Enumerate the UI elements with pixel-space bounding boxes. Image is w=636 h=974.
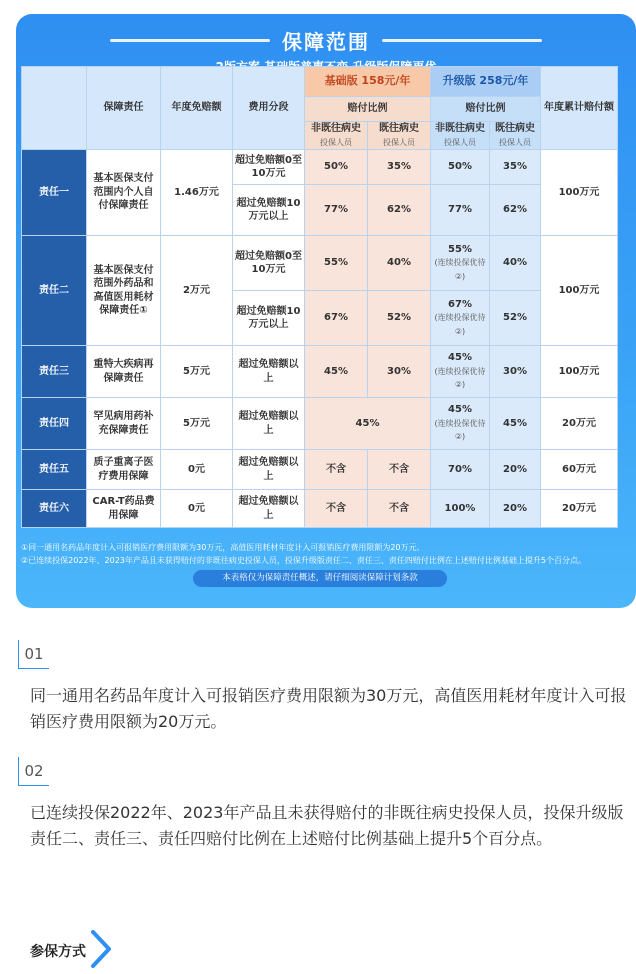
basic-merged-value: 45% (305, 398, 431, 450)
basic-non-pre-value: 77% (305, 185, 368, 236)
continuous-note: (连续投保优待②) (434, 418, 486, 442)
header-basic-pre (368, 122, 431, 150)
upgrade-non-pre-value (431, 398, 490, 450)
header-upgrade-ratio: 赔付比例 (431, 97, 541, 122)
segment-cell: 超过免赔额10万元以上 (233, 185, 305, 236)
basic-pre-value: 40% (368, 236, 431, 291)
table-row (22, 236, 618, 291)
responsibility-desc: CAR-T药品费用保障 (87, 490, 161, 528)
header-basic-ratio: 赔付比例 (305, 97, 431, 122)
basic-non-pre-value: 67% (305, 291, 368, 346)
label-insured: 投保人员 (383, 137, 415, 147)
upgrade-pre-value: 45% (490, 398, 541, 450)
upgrade-ratio: 67% (448, 298, 472, 310)
deductible-value: 2万元 (161, 236, 233, 346)
basic-pre-value: 30% (368, 346, 431, 398)
responsibility-desc: 基本医保支付范围外药品和高值医用耗材保障责任① (87, 236, 161, 346)
label-insured: 投保人员 (320, 137, 352, 147)
chevron-right-icon (90, 930, 112, 972)
responsibility-name: 责任二 (22, 236, 87, 346)
upgrade-non-pre-value (431, 291, 490, 346)
deductible-value: 0元 (161, 490, 233, 528)
header-segment: 费用分段 (233, 67, 305, 150)
upgrade-non-pre-value: 100% (431, 490, 490, 528)
upgrade-pre-value: 40% (490, 236, 541, 291)
segment-cell: 超过免赔额以上 (233, 450, 305, 490)
header-upgrade-non-pre (431, 122, 490, 150)
footnote-1: ①同一通用名药品年度计入可报销医疗费用限额为30万元，高值医用耗材年度计入可报销医疗费用限额为20万元。 (21, 543, 425, 552)
basic-pre-value: 62% (368, 185, 431, 236)
label-insured: 投保人员 (499, 137, 531, 147)
table-footnotes (21, 541, 617, 567)
header-responsibility: 保障责任 (87, 67, 161, 150)
upgrade-pre-value: 20% (490, 490, 541, 528)
segment-cell: 超过免赔额10万元以上 (233, 291, 305, 346)
upgrade-ratio: 45% (448, 404, 472, 416)
basic-pre-value: 不含 (368, 490, 431, 528)
responsibility-name: 责任四 (22, 398, 87, 450)
table-row (22, 450, 618, 490)
continuous-note: (连续投保优待②) (434, 366, 486, 390)
responsibility-desc: 重特大疾病再保障责任 (87, 346, 161, 398)
label-insured: 投保人员 (444, 137, 476, 147)
upgrade-non-pre-value (431, 236, 490, 291)
upgrade-pre-value: 52% (490, 291, 541, 346)
coverage-table (21, 66, 618, 528)
segment-cell: 超过免赔额0至10万元 (233, 236, 305, 291)
responsibility-desc: 基本医保支付范围内个人自付保障责任 (87, 150, 161, 236)
header-deductible: 年度免赔额 (161, 67, 233, 150)
table-row (22, 346, 618, 398)
item-paragraph: 同一通用名药品年度计入可报销医疗费用限额为30万元，高值医用耗材年度计入可报销医疗费用限额为20万元。 (30, 686, 627, 731)
upgrade-pre-value: 62% (490, 185, 541, 236)
annual-cap-value: 100万元 (541, 346, 618, 398)
annual-cap-value: 20万元 (541, 398, 618, 450)
responsibility-name: 责任三 (22, 346, 87, 398)
table-row (22, 150, 618, 185)
responsibility-name: 责任五 (22, 450, 87, 490)
annual-cap-value: 100万元 (541, 150, 618, 236)
label-non-pre: 非既往病史 (311, 123, 361, 134)
basic-non-pre-value: 50% (305, 150, 368, 185)
upgrade-pre-value: 35% (490, 150, 541, 185)
responsibility-name: 责任六 (22, 490, 87, 528)
header-basic-plan: 基础版 158元/年 (305, 67, 431, 97)
item-number-badge: 01 (18, 640, 49, 669)
upgrade-non-pre-value: 50% (431, 150, 490, 185)
annual-cap-value: 60万元 (541, 450, 618, 490)
upgrade-non-pre-value: 70% (431, 450, 490, 490)
basic-pre-value: 35% (368, 150, 431, 185)
segment-cell: 超过免赔额以上 (233, 346, 305, 398)
header-annual-cap: 年度累计赔付额 (541, 67, 618, 150)
basic-non-pre-value: 不含 (305, 450, 368, 490)
basic-non-pre-value: 不含 (305, 490, 368, 528)
section-title: 参保方式 (30, 944, 86, 960)
deductible-value: 5万元 (161, 346, 233, 398)
disclaimer-pill: 本表格仅为保障责任概述，请仔细阅读保障计划条款 (193, 570, 447, 587)
deductible-value: 5万元 (161, 398, 233, 450)
continuous-note: (连续投保优待②) (434, 313, 486, 336)
item-number-badge: 02 (18, 757, 49, 786)
label-pre: 既往病史 (495, 123, 535, 134)
basic-non-pre-value: 55% (305, 236, 368, 291)
section-heading (30, 930, 112, 972)
basic-pre-value: 52% (368, 291, 431, 346)
label-pre: 既往病史 (379, 123, 419, 134)
header-corner (22, 67, 87, 150)
responsibility-desc: 质子重离子医疗费用保障 (87, 450, 161, 490)
annual-cap-value: 100万元 (541, 236, 618, 346)
deductible-value: 0元 (161, 450, 233, 490)
upgrade-pre-value: 30% (490, 346, 541, 398)
footnote-2: ②已连续投保2022年、2023年产品且未获得赔付的非既往病史投保人员，投保升级版责任二、责任三、责任四赔付比例在上述赔付比例基础上提升5个百分点。 (21, 556, 586, 565)
responsibility-desc: 罕见病用药补充保障责任 (87, 398, 161, 450)
deductible-value: 1.46万元 (161, 150, 233, 236)
title-decor-left (110, 39, 270, 42)
segment-cell: 超过免赔额以上 (233, 490, 305, 528)
table-row (22, 398, 618, 450)
annual-cap-value: 20万元 (541, 490, 618, 528)
label-non-pre: 非既往病史 (435, 123, 485, 134)
basic-pre-value: 不含 (368, 450, 431, 490)
segment-cell: 超过免赔额以上 (233, 398, 305, 450)
card-title: 保障范围 (282, 29, 370, 54)
table-row (22, 490, 618, 528)
upgrade-ratio: 45% (448, 352, 472, 364)
item-paragraph: 已连续投保2022年、2023年产品且未获得赔付的非既往病史投保人员，投保升级版责任二、责任三、责任四赔付比例在上述赔付比例基础上提升5个百分点。 (30, 803, 624, 848)
header-basic-non-pre (305, 122, 368, 150)
upgrade-non-pre-value (431, 346, 490, 398)
upgrade-non-pre-value: 77% (431, 185, 490, 236)
upgrade-ratio: 55% (448, 243, 472, 255)
header-upgrade-pre (490, 122, 541, 150)
responsibility-name: 责任一 (22, 150, 87, 236)
basic-non-pre-value: 45% (305, 346, 368, 398)
upgrade-pre-value: 20% (490, 450, 541, 490)
continuous-note: (连续投保优待②) (434, 258, 486, 281)
title-decor-right (382, 39, 542, 42)
card-title-row (16, 26, 636, 54)
segment-cell: 超过免赔额0至10万元 (233, 150, 305, 185)
header-upgrade-plan: 升级版 258元/年 (431, 67, 541, 97)
